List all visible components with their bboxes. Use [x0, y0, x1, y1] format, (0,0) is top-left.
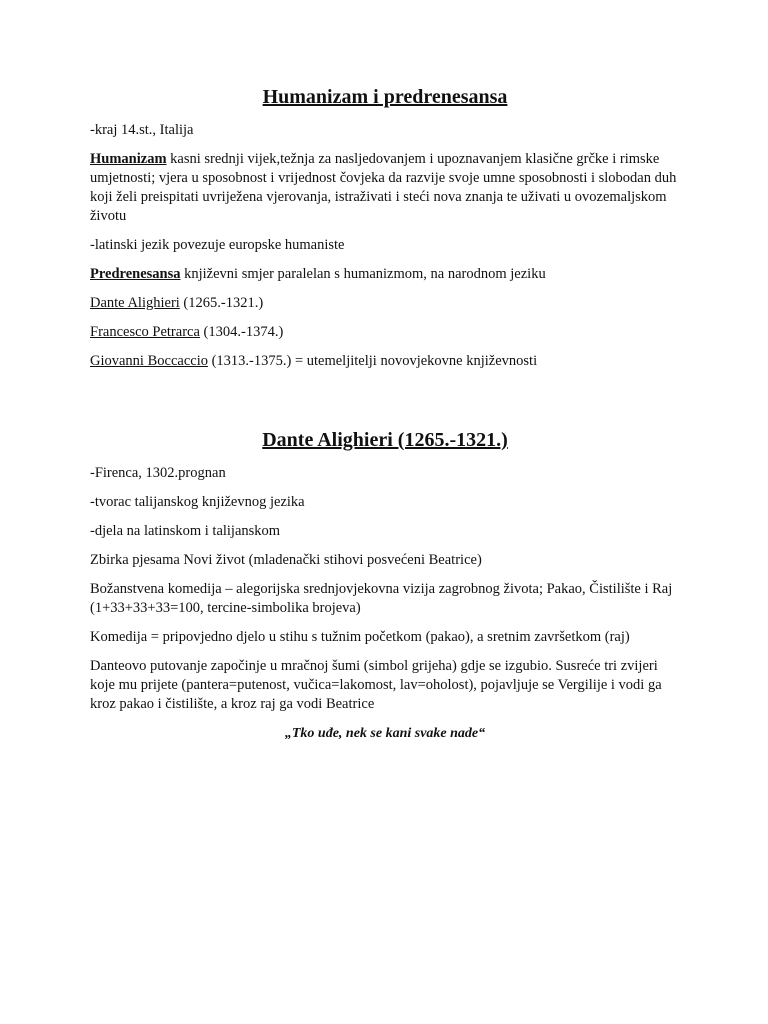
author-years: (1313.-1375.) = utemeljitelji novovjekovne književnosti	[207, 353, 538, 369]
document-page	[90, 84, 680, 753]
author-line	[90, 323, 680, 342]
author-line	[90, 352, 680, 371]
inferno-quote: „Tko uđe, nek se kani svake nade“	[284, 726, 486, 741]
dante-item: Danteovo putovanje započinje u mračnoj šumi (simbol grijeha) gdje se izgubio. Susreće tri zvijeri koje mu prijete (pantera=putenost, vučica=lakomost, lav=oholost), pojavljuje se Vergilije i vodi ga kroz pakao i čistilište, a kroz raj ga vodi Beatrice	[90, 658, 662, 712]
predrenesansa-term: Predrenesansa	[90, 266, 181, 282]
author-line	[90, 294, 680, 313]
section-title-dante: Dante Alighieri (1265.-1321.)	[262, 429, 508, 451]
humanizam-definition	[90, 150, 680, 226]
predrenesansa-definition	[90, 265, 680, 284]
dante-item: -tvorac talijanskog književnog jezika	[90, 494, 305, 510]
humanizam-text: kasni srednji vijek,težnja za nasljedovanjem i upoznavanjem klasične grčke i rimske umjetnosti; vjera u sposobnost i vrijednost čovjeka da razvije svoje umne sposobnosti i slobodan duh koji želi preispitati uvriježena vjerovanja, istraživati i steći nova znanja te uživati u ovozemaljskom životu	[90, 151, 677, 224]
author-name: Giovanni Boccaccio	[90, 353, 208, 369]
predrenesansa-text: književni smjer paralelan s humanizmom, na narodnom jeziku	[180, 266, 546, 282]
author-name: Francesco Petrarca	[90, 324, 200, 340]
dante-item: Božanstvena komedija – alegorijska srednjovjekovna vizija zagrobnog života; Pakao, Čistilište i Raj (1+33+33+33=100, tercine-simbolika brojeva)	[90, 581, 673, 616]
humanizam-term: Humanizam	[90, 151, 167, 167]
author-name: Dante Alighieri	[90, 295, 180, 311]
dante-item: Zbirka pjesama Novi život (mladenački stihovi posvećeni Beatrice)	[90, 552, 482, 568]
dante-item: -Firenca, 1302.prognan	[90, 465, 226, 481]
author-years: (1304.-1374.)	[199, 324, 284, 340]
dante-item: -djela na latinskom i talijanskom	[90, 523, 281, 539]
latin-line: -latinski jezik povezuje europske humaniste	[90, 237, 345, 253]
section-title-humanism: Humanizam i predrenesansa	[262, 86, 508, 108]
dante-item: Komedija = pripovjedno djelo u stihu s tužnim početkom (pakao), a sretnim završetkom (raj)	[90, 629, 630, 645]
author-years: (1265.-1321.)	[179, 295, 264, 311]
time-place-line: -kraj 14.st., Italija	[90, 122, 194, 138]
